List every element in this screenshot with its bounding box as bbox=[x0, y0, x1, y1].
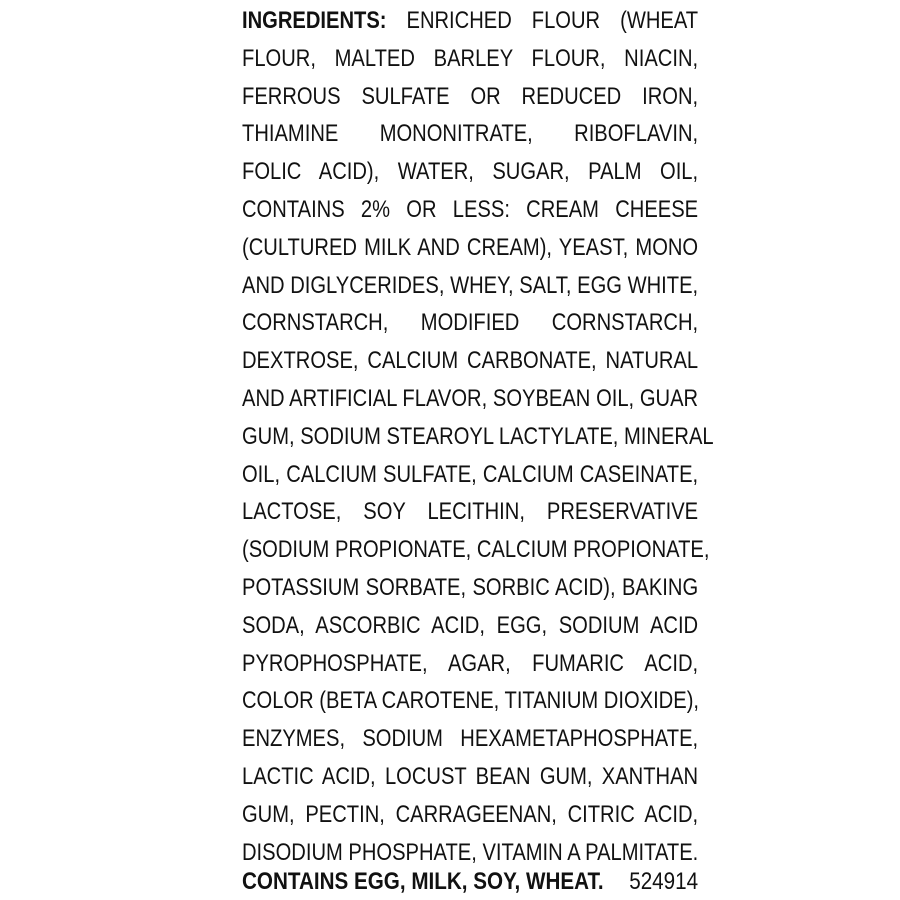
ingredients-line-2: FLOUR, MALTED BARLEY FLOUR, NIACIN, bbox=[242, 44, 699, 72]
allergen-row bbox=[242, 863, 698, 900]
ingredients-list bbox=[242, 2, 714, 871]
ingredients-line-23: DISODIUM PHOSPHATE, VITAMIN A PALMITATE. bbox=[242, 838, 699, 866]
ingredients-line-1 bbox=[242, 2, 698, 40]
ingredients-line-10: DEXTROSE, CALCIUM CARBONATE, NATURAL bbox=[242, 347, 699, 375]
ingredient-label bbox=[242, 0, 714, 900]
ingredients-line-5: FOLIC ACID), WATER, SUGAR, PALM OIL, bbox=[242, 158, 699, 186]
ingredients-line-6: CONTAINS 2% OR LESS: CREAM CHEESE bbox=[242, 195, 699, 223]
ingredients-heading: INGREDIENTS: bbox=[242, 7, 387, 34]
ingredients-line-16: POTASSIUM SORBATE, SORBIC ACID), BAKING bbox=[242, 573, 699, 601]
ingredients-line-21: LACTIC ACID, LOCUST BEAN GUM, XANTHAN bbox=[242, 762, 699, 790]
product-code: 524914 bbox=[629, 868, 698, 895]
ingredients-line-13: OIL, CALCIUM SULFATE, CALCIUM CASEINATE, bbox=[242, 460, 699, 488]
ingredients-first-line-text: ENRICHED FLOUR (WHEAT bbox=[386, 7, 699, 34]
ingredients-line-11: AND ARTIFICIAL FLAVOR, SOYBEAN OIL, GUAR bbox=[242, 384, 699, 412]
ingredients-line-17: SODA, ASCORBIC ACID, EGG, SODIUM ACID bbox=[242, 611, 699, 639]
ingredients-line-8: AND DIGLYCERIDES, WHEY, SALT, EGG WHITE, bbox=[242, 271, 699, 299]
ingredients-line-7: (CULTURED MILK AND CREAM), YEAST, MONO bbox=[242, 233, 699, 261]
ingredients-line-9: CORNSTARCH, MODIFIED CORNSTARCH, bbox=[242, 309, 699, 337]
allergen-statement: CONTAINS EGG, MILK, SOY, WHEAT. bbox=[242, 868, 604, 895]
ingredients-line-18: PYROPHOSPHATE, AGAR, FUMARIC ACID, bbox=[242, 649, 699, 677]
ingredients-line-12: GUM, SODIUM STEAROYL LACTYLATE, MINERAL bbox=[242, 422, 714, 450]
ingredients-line-22: GUM, PECTIN, CARRAGEENAN, CITRIC ACID, bbox=[242, 800, 699, 828]
ingredients-line-4: THIAMINE MONONITRATE, RIBOFLAVIN, bbox=[242, 120, 699, 148]
ingredients-line-19: COLOR (BETA CAROTENE, TITANIUM DIOXIDE), bbox=[242, 687, 700, 715]
ingredients-line-20: ENZYMES, SODIUM HEXAMETAPHOSPHATE, bbox=[242, 725, 699, 753]
ingredients-line-3: FERROUS SULFATE OR REDUCED IRON, bbox=[242, 82, 699, 110]
ingredients-line-14: LACTOSE, SOY LECITHIN, PRESERVATIVE bbox=[242, 498, 699, 526]
ingredients-line-15: (SODIUM PROPIONATE, CALCIUM PROPIONATE, bbox=[242, 536, 710, 564]
